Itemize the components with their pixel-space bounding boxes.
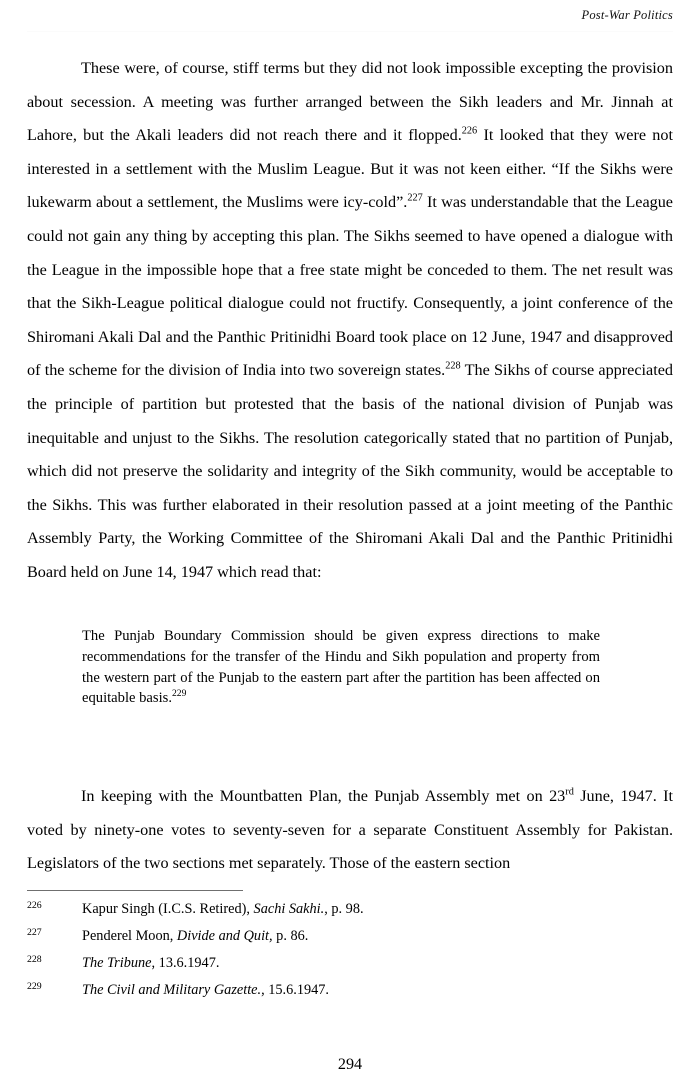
paragraph-1-segment-1: These were, of course, stiff terms but they did not look impossible excepting the provision about secession. A meeting was further arranged between the Sikh leaders and Mr. Jinnah at Lahore, but the Akali leaders did not reach there and it flopped. [27,59,673,145]
footnote-number: 226 [27,900,42,912]
paragraph-1-segment-4: The Sikhs of course appreciated the principle of partition but protested that the basis of the national division of Punjab was inequitable and unjust to the Sikhs. The resolution categorically stated that no partition of Punjab, which did not preserve the solidarity and integrity of the Sikh community, would be acceptable to the Sikhs. This was further elaborated in their resolution passed at a joint meeting of the Panthic Assembly Party, the Working Committee of the Shiromani Akali Dal and the Panthic Pritinidhi Board held on June 14, 1947 which read that: [27,361,673,581]
body-paragraph-1 [27,52,673,590]
footnote-item [27,982,673,1000]
footnote-text-suffix: , p. 98. [324,901,364,918]
footnote-number: 229 [27,981,42,993]
footnote-text-prefix: Kapur Singh (I.C.S. Retired), [82,901,254,918]
ordinal-suffix-rd: rd [565,786,574,798]
paragraph-1-segment-3: It was understandable that the League could not gain any thing by accepting this plan. The Sikhs seemed to have opened a dialogue with the League in the impossible hope that a free state might be conceded to them. The net result was that the Sikh-League political dialogue could not fructify. Consequently, a joint conference of the Shiromani Akali Dal and the Panthic Pritinidhi Board took place on 12 June, 1947 and disapproved of the scheme for the division of India into two sovereign states. [27,193,673,380]
page-number: 294 [337,1055,363,1073]
footnote-title-italic: Divide and Quit, [176,928,273,945]
footnote-marker-227[interactable]: 227 [407,192,423,204]
paragraph-1-segment-2: It looked that they were not interested in a settlement with the Muslim League. But it was not keen either. “If the Sikhs were lukewarm about a settlement, the Muslims were icy-cold”. [27,126,673,212]
footnote-text-suffix: , 13.6.1947. [151,955,220,972]
footnotes-section [27,890,673,1009]
footnote-title-italic: The Civil and Military Gazette. [82,982,262,999]
body-paragraph-2 [27,780,673,881]
block-quote [82,626,600,709]
footnote-item [27,955,673,973]
footnote-text-prefix: Penderel Moon, [82,928,177,945]
footnote-text-suffix: p. 86. [272,928,309,945]
header-rule [27,31,673,32]
footnote-number: 227 [27,927,42,939]
footnote-text [82,928,673,945]
footnote-item [27,901,673,919]
paragraph-2-segment-1: In keeping with the Mountbatten Plan, the Punjab Assembly met on 23 [81,787,566,805]
footnote-marker-228[interactable]: 228 [445,360,461,372]
footnote-marker-226[interactable]: 226 [461,125,478,137]
footnote-marker-229[interactable]: 229 [171,688,187,700]
footnote-separator-rule [27,890,243,891]
lower-text-column [27,780,673,881]
footnote-text [82,901,673,918]
block-quote-text: The Punjab Boundary Commission should be given express directions to make recommendations for the transfer of the Hindu and Sikh population and property from the western part of the Punjab to the eastern part after the partition has been affected on equitable basis. [82,628,600,707]
footnote-title-italic: Sachi Sakhi. [253,901,325,918]
running-head: Post-War Politics [581,8,673,22]
footnote-text [82,982,673,999]
footnote-title-italic: The Tribune [82,955,152,972]
main-text-column [27,52,673,590]
footnote-text-suffix: , 15.6.1947. [261,982,330,999]
footnote-item [27,928,673,946]
paragraph-2-segment-2: June, 1947. It voted by ninety-one votes to seventy-seven for a separate Constituent Assembly for Pakistan. Legislators of the two sections met separately. Those of the eastern section [27,787,674,873]
footnote-number: 228 [27,954,42,966]
footnote-text [82,955,673,972]
